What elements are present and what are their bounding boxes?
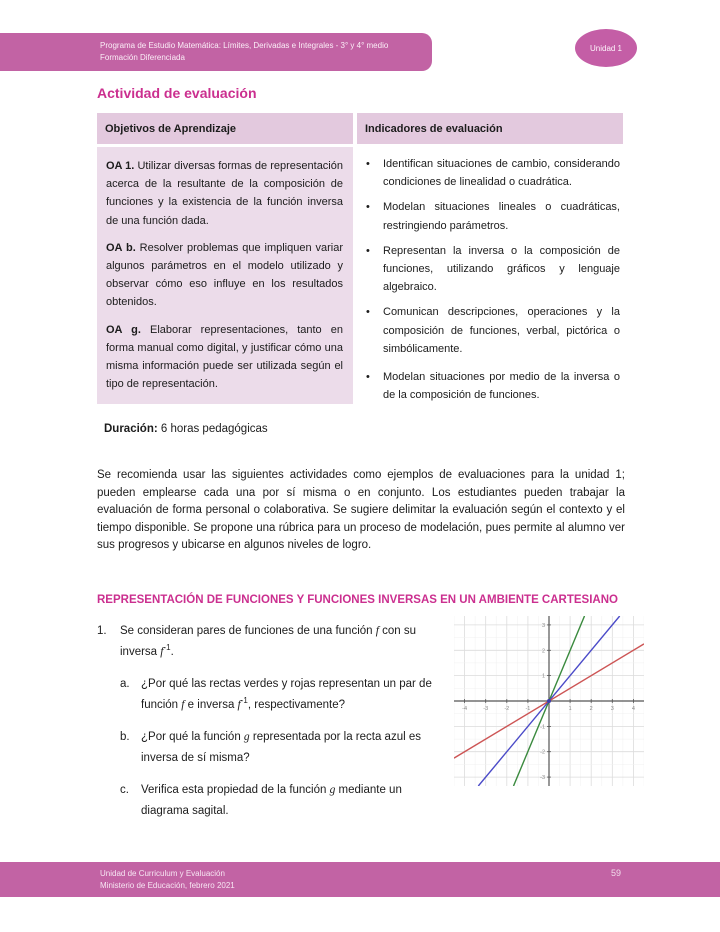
subitem-a xyxy=(120,674,451,716)
objective-oa1 xyxy=(106,157,343,230)
statement-text: . xyxy=(170,646,174,658)
indicators-cell xyxy=(357,147,623,404)
svg-text:-1: -1 xyxy=(525,706,531,712)
indicator-text: Representan la inversa o la composición de funciones, utilizando gráficos y lenguaje algebraico. xyxy=(383,244,620,294)
subitem-text: Verifica esta propiedad de la función xyxy=(141,784,330,796)
svg-text:-2: -2 xyxy=(540,749,545,756)
footer-org-line1: Unidad de Curriculum y Evaluación xyxy=(100,869,225,878)
objective-oag-text: Elaborar representaciones, tanto en forma manual como digital, y justificar cómo una misma información puede ser utilizada según el tipo de representación. xyxy=(106,323,343,391)
subitem-a-label: a. xyxy=(120,678,130,690)
math-f: f xyxy=(181,699,185,711)
svg-text:1: 1 xyxy=(541,673,545,680)
exercise-subitems xyxy=(120,674,451,822)
cartesian-graph-svg xyxy=(454,616,644,786)
indicator-item xyxy=(363,155,621,191)
math-g: g xyxy=(329,784,336,796)
svg-text:1: 1 xyxy=(568,706,572,712)
math-g: g xyxy=(243,731,250,743)
indicator-text: Modelan situaciones lineales o cuadráticas, restringiendo parámetros. xyxy=(383,201,620,232)
svg-text:-2: -2 xyxy=(504,706,510,712)
svg-text:-3: -3 xyxy=(483,706,489,712)
subitem-b-text xyxy=(141,727,451,769)
subitem-c xyxy=(120,780,451,822)
document-header-bar xyxy=(0,33,432,71)
subitem-text: ¿Por qué las rectas verdes y rojas representan un par de función xyxy=(141,678,432,711)
indicator-text: Comunican descripciones, operaciones y la composición de funciones, verbal, pictórica o simbólicamente. xyxy=(383,306,620,355)
svg-text:4: 4 xyxy=(631,706,635,712)
exercise-statement xyxy=(120,621,451,663)
duration-value: 6 horas pedagógicas xyxy=(157,423,268,435)
table-header-indicators: Indicadores de evaluación xyxy=(357,113,623,144)
indicator-item xyxy=(363,368,621,404)
objective-oab-label: OA b. xyxy=(106,241,136,254)
subitem-text: ¿Por qué la función xyxy=(141,731,244,743)
bullet-icon: • xyxy=(366,158,370,170)
statement-text: con su inversa xyxy=(120,625,417,658)
indicator-item xyxy=(363,242,621,297)
objectives-cell xyxy=(97,147,353,404)
subitem-text: e inversa xyxy=(184,699,238,711)
exercise-statement-row xyxy=(97,621,451,663)
objective-oab-text: Resolver problemas que impliquen variar algunos parámetros en el modelo utilizado y observar cómo eso influye en los resultados obtenidos. xyxy=(106,241,343,309)
svg-text:-4: -4 xyxy=(462,706,468,712)
table-header-objectives: Objetivos de Aprendizaje xyxy=(97,113,353,144)
objective-oa1-label: OA 1. xyxy=(106,160,135,172)
section-heading: REPRESENTACIÓN DE FUNCIONES Y FUNCIONES INVERSAS EN UN AMBIENTE CARTESIANO xyxy=(97,594,618,606)
subitem-text: mediante un diagrama sagital. xyxy=(141,784,402,817)
svg-text:3: 3 xyxy=(610,706,614,712)
svg-text:3: 3 xyxy=(541,622,545,629)
exercise-number: 1. xyxy=(97,625,107,637)
bullet-icon: • xyxy=(366,201,370,214)
indicator-text: Modelan situaciones por medio de la inversa o de la composición de funciones. xyxy=(383,371,620,402)
indicator-text: Identifican situaciones de cambio, considerando condiciones de linealidad o cuadrática. xyxy=(383,158,620,189)
svg-text:-3: -3 xyxy=(540,775,545,782)
subitem-b-label: b. xyxy=(120,731,130,743)
math-f-inverse: f xyxy=(237,699,241,711)
svg-text:2: 2 xyxy=(541,648,545,655)
math-f: f xyxy=(375,625,379,637)
footer-org-line2: Ministerio de Educación, febrero 2021 xyxy=(100,880,235,890)
cartesian-graph xyxy=(454,616,644,786)
intro-paragraph: Se recomienda usar las siguientes actividades como ejemplos de evaluaciones para la unidad 1; pueden emplearse cada una por sí misma o en conjunto. Los estudiantes pueden trabajar la evaluación de forma personal o colaborativa. Se sugiere delimitar la evaluación según el contexto y el tiempo disponible. Se propone una rúbrica para un proceso de modelación, pues permite al alumno ver sus progresos y ubicarse en algunos niveles de logro. xyxy=(97,469,625,552)
unit-badge xyxy=(575,29,637,67)
bullet-icon: • xyxy=(366,306,370,319)
subitem-c-text xyxy=(141,780,451,822)
activity-heading: Actividad de evaluación xyxy=(97,85,257,101)
indicator-item xyxy=(363,198,621,234)
header-program-subtitle: Formación Diferenciada xyxy=(100,53,185,62)
exercise-1 xyxy=(97,621,451,822)
objectives-indicators-table xyxy=(97,113,623,404)
objective-oab xyxy=(106,239,343,312)
subitem-text: , respectivamente? xyxy=(247,699,346,711)
objective-oag xyxy=(106,321,343,394)
bullet-icon: • xyxy=(366,371,370,384)
duration-line xyxy=(104,423,268,435)
objective-oa1-text: Utilizar diversas formas de representación acerca de la resultante de la composición de funciones y la existencia de la función inversa de una función dada. xyxy=(106,160,343,227)
svg-text:-1: -1 xyxy=(540,724,545,731)
subitem-b xyxy=(120,727,451,769)
indicator-item xyxy=(363,303,621,358)
duration-label: Duración: xyxy=(104,423,158,435)
svg-text:2: 2 xyxy=(589,706,593,712)
statement-text: Se consideran pares de funciones de una función xyxy=(120,625,376,637)
objective-oag-label: OA g. xyxy=(106,323,141,336)
math-superscript: -1 xyxy=(163,643,171,653)
subitem-text: representada por la recta azul es inversa de sí misma? xyxy=(141,731,421,764)
unit-badge-label: Unidad 1 xyxy=(589,43,623,53)
bullet-icon: • xyxy=(366,244,370,257)
header-program-title: Programa de Estudio Matemática: Límites, Derivadas e Integrales - 3° y 4° medio xyxy=(100,41,389,50)
subitem-a-text xyxy=(141,674,451,716)
math-f-inverse: f xyxy=(160,646,164,658)
math-superscript: -1 xyxy=(240,696,248,706)
page-number: 59 xyxy=(610,868,621,878)
subitem-c-label: c. xyxy=(120,784,129,796)
